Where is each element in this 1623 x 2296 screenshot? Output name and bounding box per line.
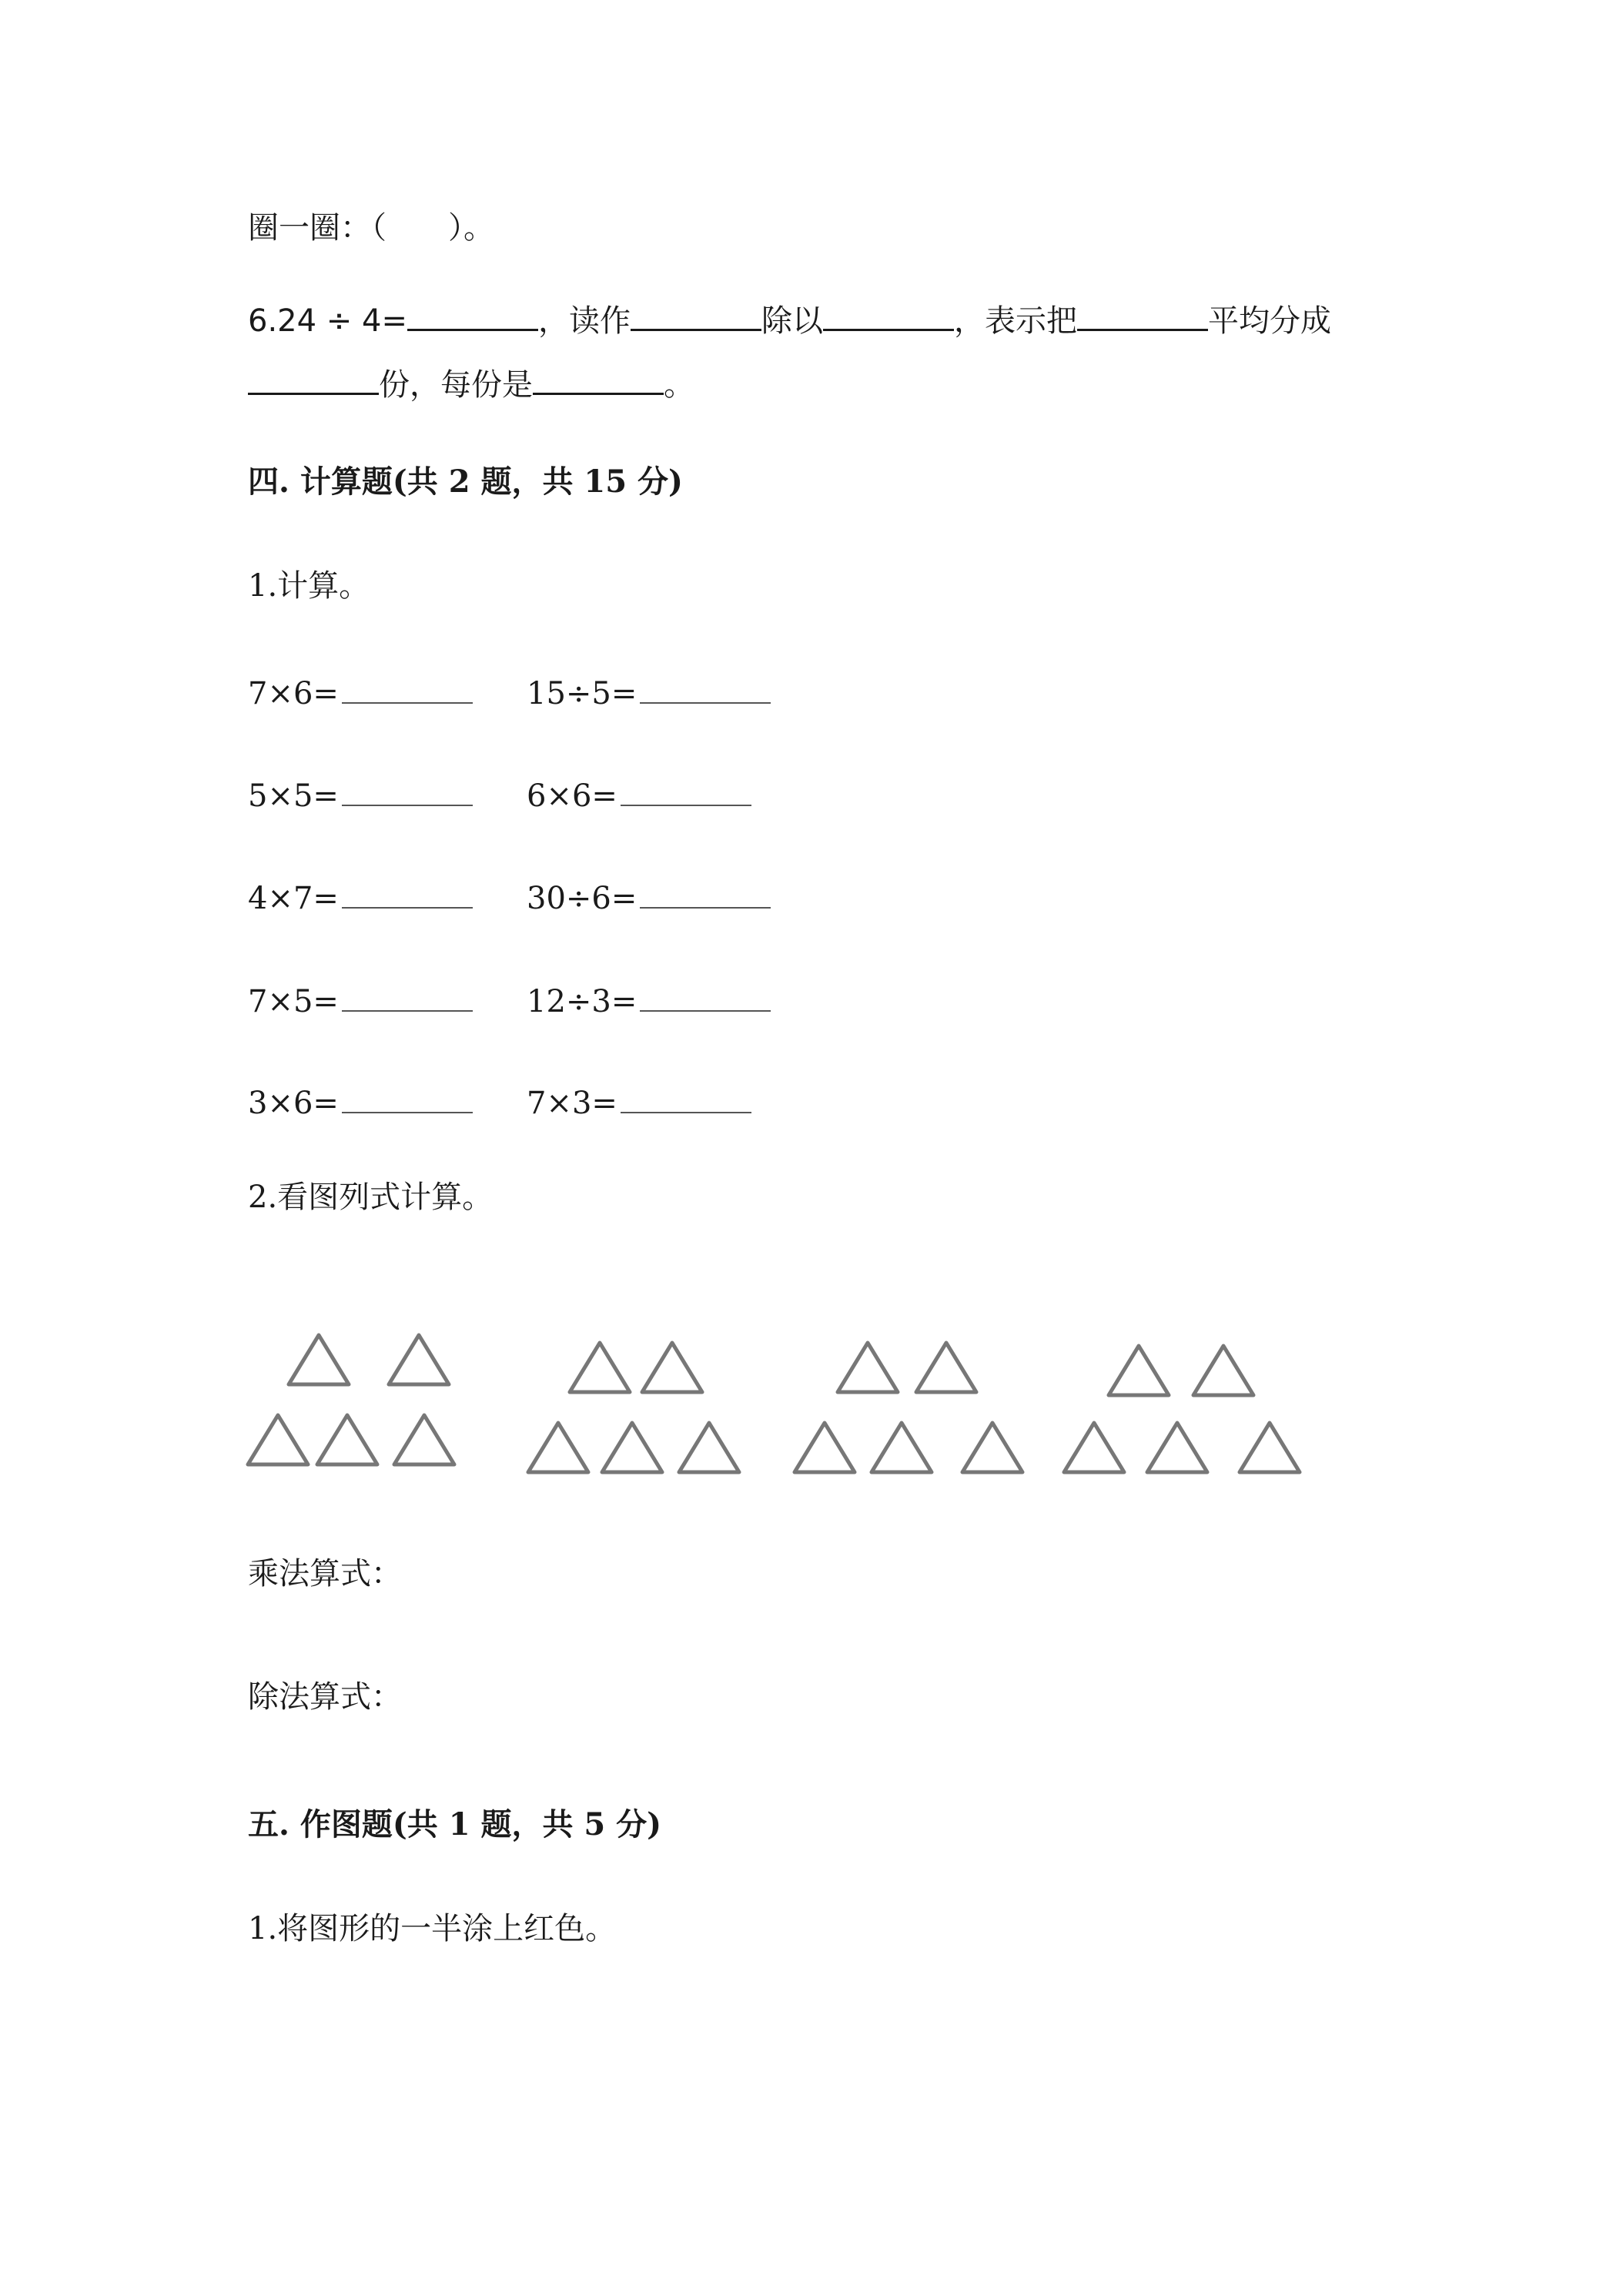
multiplication-label: 乘法算式：	[248, 1556, 402, 1591]
calc-expression: 7×3=	[527, 1086, 617, 1121]
division-label: 除法算式：	[248, 1679, 402, 1715]
triangle-shape	[528, 1423, 588, 1472]
section5-q1: 1.将图形的一半涂上红色。	[248, 1911, 617, 1946]
calc-expression: 4×7=	[248, 881, 339, 916]
division-text-end: 。	[664, 367, 694, 403]
division-text-means: ，表示把	[953, 303, 1077, 339]
triangle-shape	[1193, 1346, 1253, 1395]
division-text-read: ，读作	[537, 303, 631, 339]
triangle-shape	[289, 1335, 349, 1384]
calc-expression: 30÷6=	[527, 881, 637, 916]
section4-q2: 2.看图列式计算。	[248, 1180, 494, 1215]
calc-expression: 7×6=	[248, 676, 339, 711]
division-text-split: 平均分成	[1207, 303, 1331, 339]
triangle-shape	[570, 1343, 630, 1392]
triangle-shape	[795, 1423, 855, 1472]
section4-title: 四. 计算题(共 2 题，共 15 分)	[248, 464, 683, 500]
triangle-shape	[1109, 1346, 1169, 1395]
triangle-shape	[872, 1423, 932, 1472]
section5-title: 五. 作图题(共 1 题，共 5 分)	[248, 1806, 662, 1842]
circle-question: 圈一圈：（ ）。	[248, 210, 494, 246]
triangle-shape	[1064, 1423, 1124, 1472]
triangle-shape	[642, 1343, 702, 1392]
triangle-shape	[602, 1423, 662, 1472]
triangle-shape	[317, 1415, 377, 1464]
division-text-by: 除以	[761, 303, 823, 339]
triangle-shape	[679, 1423, 739, 1472]
triangle-shape	[394, 1415, 454, 1464]
calc-expression: 15÷5=	[527, 676, 637, 711]
calc-expression: 6×6=	[527, 778, 617, 814]
triangle-shape	[248, 1415, 308, 1464]
calc-expression: 12÷3=	[527, 984, 637, 1019]
triangle-shape	[1147, 1423, 1207, 1472]
calc-expression: 3×6=	[248, 1086, 339, 1121]
calc-expression: 7×5=	[248, 984, 339, 1019]
triangle-shape	[916, 1343, 976, 1392]
triangle-shape	[389, 1335, 449, 1384]
triangle-shape	[838, 1343, 898, 1392]
triangle-shape	[962, 1423, 1022, 1472]
division-expression: 6.24 ÷ 4=	[248, 303, 407, 339]
triangle-shape	[1240, 1423, 1300, 1472]
calc-expression: 5×5=	[248, 778, 339, 814]
section4-q1: 1.计算。	[248, 568, 370, 604]
division-text-each: 份，每份是	[379, 367, 533, 403]
